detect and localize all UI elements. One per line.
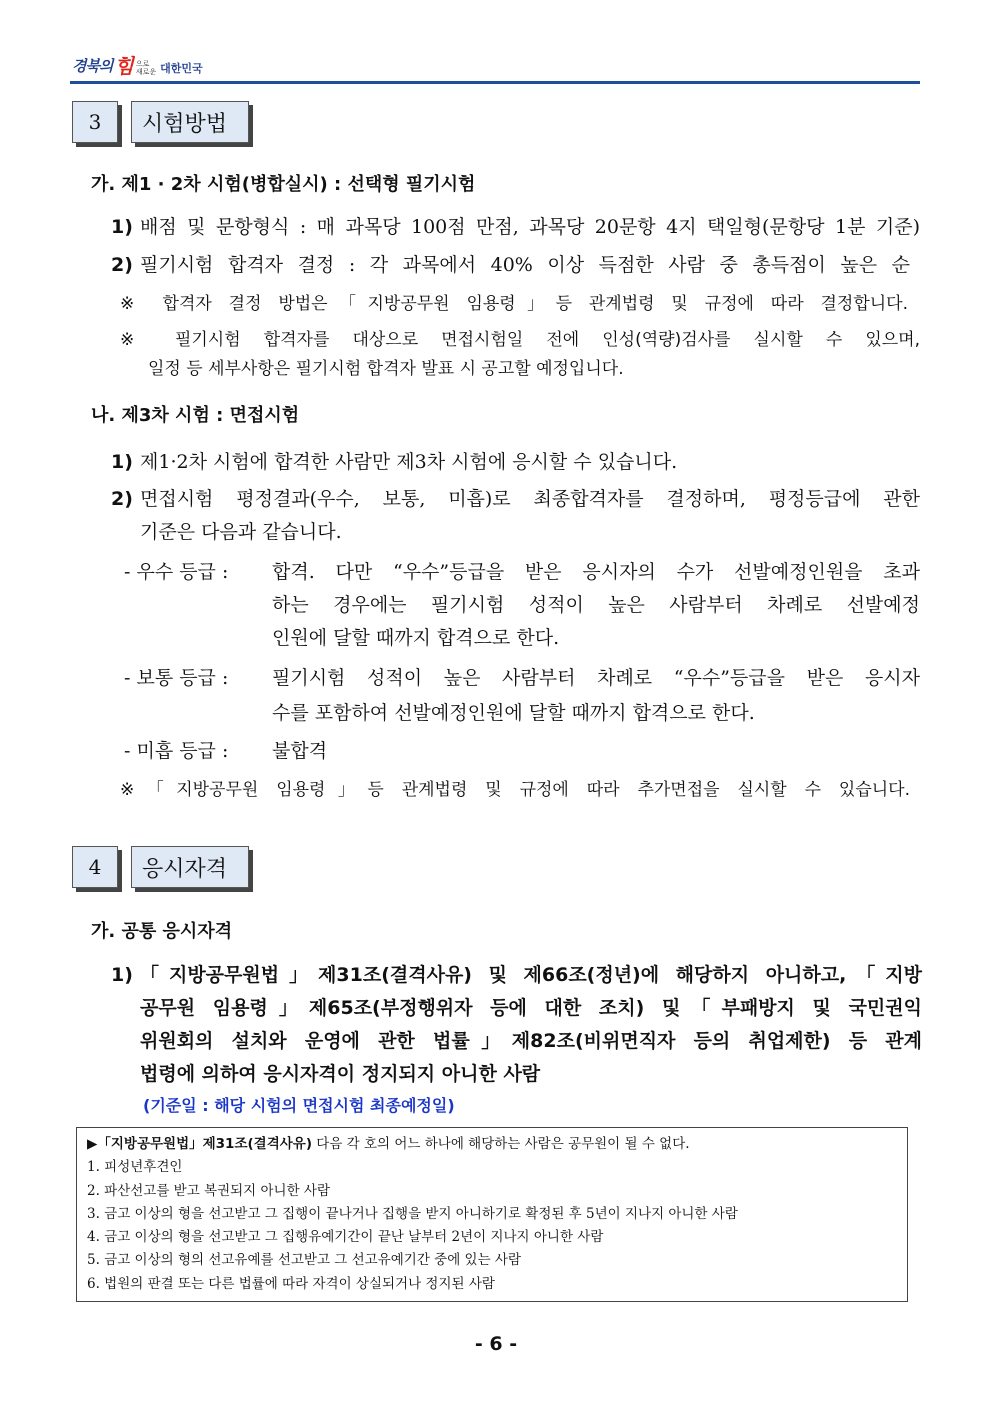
grade-normal-line-2: 수를 포함하여 선발예정인원에 달할 때까지 합격으로 한다. [272, 702, 755, 724]
logo-mark: 힘 [114, 54, 134, 78]
section-4-a-heading: 가. 공통 응시자격 [91, 921, 233, 942]
basis-date-note: (기준일 : 해당 시험의 면접시험 최종예정일) [143, 1096, 455, 1115]
logo-country: 대한민국 [160, 62, 203, 75]
section-3-a-heading: 가. 제1 · 2차 시험(병합실시) : 선택형 필기시험 [91, 174, 476, 195]
header-rule [70, 81, 920, 84]
law-box-heading [87, 1133, 897, 1156]
page-number: - 6 - [474, 1333, 518, 1355]
section-4-item-1-line-2: 공무원 임용령」제65조(부정행위자 등에 대한 조치) 및「부패방지 및 국민권익 [140, 997, 922, 1019]
section-4-item-1-line-3: 위원회의 설치와 운영에 관한 법률」제82조(비위면직자 등의 취업제한) 등 관계 [140, 1030, 922, 1052]
section-3-b-heading: 나. 제3차 시험 : 면접시험 [91, 405, 300, 426]
grade-poor-label: - 미흡 등급 : [124, 740, 229, 762]
section-3-b-item-2-num: 2) [111, 488, 133, 510]
section-4-number: 4 [72, 846, 118, 888]
grade-excellent-label: - 우수 등급 : [124, 561, 229, 583]
section-3-b-note: ※「지방공무원 임용령」등 관계법령 및 규정에 따라 추가면접을 실시할 수 있습니다. [120, 780, 910, 800]
law-box-item: 5. 금고 이상의 형의 선고유예를 선고받고 그 선고유예기간 중에 있는 사람 [87, 1252, 521, 1269]
section-4-item-1-line-1: 「지방공무원법」제31조(결격사유) 및 제66조(정년)에 해당하지 아니하고,「지방 [140, 964, 922, 986]
grade-poor-line-1: 불합격 [272, 740, 328, 762]
section-4-item-1-line-4: 법령에 의하여 응시자격이 정지되지 아니한 사람 [140, 1063, 541, 1085]
section-3-a-note-2: ※ 필기시험 합격자를 대상으로 면접시험일 전에 인성(역량)검사를 실시할 수 있으며, [120, 330, 920, 350]
law-box-heading-bold: ▶「지방공무원법」제31조(결격사유) [87, 1136, 313, 1152]
grade-excellent-line-1: 합격. 다만 “우수”등급을 받은 응시자의 수가 선발예정인원을 초과 [272, 561, 920, 583]
grade-excellent-line-3: 인원에 달할 때까지 합격으로 한다. [272, 627, 560, 649]
law-box-item: 4. 금고 이상의 형을 선고받고 그 집행유예기간이 끝난 날부터 2년이 지나지 아니한 사람 [87, 1229, 604, 1246]
section-3-title: 시험방법 [131, 101, 249, 143]
grade-excellent-line-2: 하는 경우에는 필기시험 성적이 높은 사람부터 차례로 선발예정 [272, 594, 920, 616]
section-3-a-item-2-num: 2) [111, 254, 133, 276]
header-logo [72, 48, 203, 76]
section-3-b-item-1-text: 제1·2차 시험에 합격한 사람만 제3차 시험에 응시할 수 있습니다. [140, 451, 678, 473]
section-4-item-1-num: 1) [111, 964, 133, 986]
law-box-item: 1. 피성년후견인 [87, 1159, 183, 1176]
section-3-a-note-1: ※ 합격자 결정 방법은「지방공무원 임용령」등 관계법령 및 규정에 따라 결정합니다. [120, 294, 908, 314]
section-3-b-item-2-line-2: 기준은 다음과 같습니다. [140, 521, 342, 543]
section-3-a-item-1-text: 배점 및 문항형식 : 매 과목당 100점 만점, 과목당 20문항 4지 택일형(문항당 1분 기준) [140, 216, 920, 238]
section-3-a-note-3: 일정 등 세부사항은 필기시험 합격자 발표 시 공고할 예정입니다. [148, 359, 624, 379]
logo-small-text [136, 60, 156, 76]
section-3-number: 3 [72, 101, 118, 143]
law-box-item: 2. 파산선고를 받고 복권되지 아니한 사람 [87, 1182, 330, 1199]
logo-small-1: 으로 [135, 60, 150, 68]
law-box-item: 3. 금고 이상의 형을 선고받고 그 집행이 끝나거나 집행을 받지 아니하기로 확정된 후 5년이 지나지 아니한 사람 [87, 1205, 738, 1222]
section-3-b-item-2-line-1: 면접시험 평정결과(우수, 보통, 미흡)로 최종합격자를 결정하며, 평정등급에 관한 [140, 488, 920, 510]
logo-script: 경북의 [72, 57, 113, 75]
grade-normal-label: - 보통 등급 : [124, 667, 229, 689]
law-box-item: 6. 법원의 판결 또는 다른 법률에 따라 자격이 상실되거나 정지된 사람 [87, 1275, 495, 1292]
section-3-b-item-1-num: 1) [111, 451, 133, 473]
section-3-a-item-2-text: 필기시험 합격자 결정 : 각 과목에서 40% 이상 득점한 사람 중 총득점이 높은 순 [140, 254, 910, 276]
law-excerpt-box [76, 1127, 908, 1302]
logo-small-2: 새로운 [135, 68, 157, 76]
section-3-a-item-1-num: 1) [111, 216, 133, 238]
law-box-heading-rest: 다음 각 호의 어느 하나에 해당하는 사람은 공무원이 될 수 없다. [312, 1136, 690, 1152]
grade-normal-line-1: 필기시험 성적이 높은 사람부터 차례로 “우수”등급을 받은 응시자 [272, 667, 920, 689]
section-4-title: 응시자격 [131, 846, 249, 888]
